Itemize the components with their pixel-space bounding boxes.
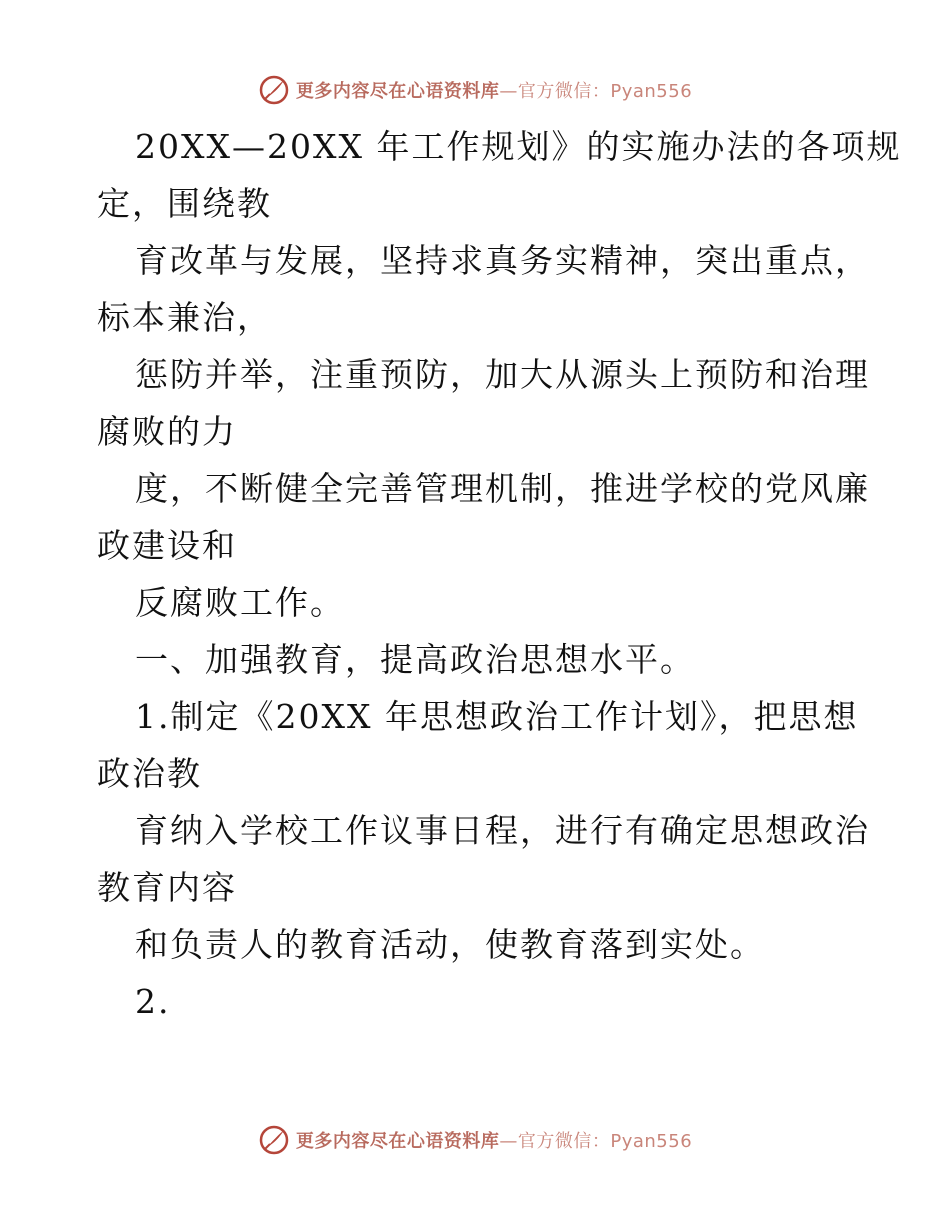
watermark-wechat: 官方微信：Pyan556: [517, 81, 693, 102]
text-line: 20XX—20XX 年工作规划》的实施办法的各项规: [135, 127, 902, 166]
text-line: 政治教: [97, 754, 202, 793]
text-line: 1.制定《20XX 年思想政治工作计划》，把思想: [135, 697, 859, 736]
text-line: 定，围绕教: [97, 184, 272, 223]
section-heading: 一、加强教育，提高政治思想水平。: [135, 640, 695, 679]
footer-watermark: [0, 1120, 950, 1160]
watermark-wechat: 官方微信：Pyan556: [517, 1131, 693, 1152]
text-line: 腐败的力: [97, 412, 237, 451]
watermark-text: [296, 1127, 692, 1153]
text-line: 2.: [135, 982, 171, 1021]
text-line: 惩防并举，注重预防，加大从源头上预防和治理: [135, 355, 870, 394]
watermark-text: [296, 77, 692, 103]
text-line: 教育内容: [97, 868, 237, 907]
text-line: 政建设和: [97, 526, 237, 565]
watermark-brand: 更多内容尽在心语资料库: [295, 81, 500, 102]
feather-logo-icon: [258, 1124, 290, 1156]
feather-logo-icon: [258, 74, 290, 106]
document-body: [97, 118, 902, 1030]
watermark-brand: 更多内容尽在心语资料库: [295, 1131, 500, 1152]
text-line: 育纳入学校工作议事日程，进行有确定思想政治: [135, 811, 870, 850]
text-line: 反腐败工作。: [135, 583, 345, 622]
watermark-separator: —: [499, 1131, 518, 1152]
header-watermark: [0, 70, 950, 110]
text-line: 育改革与发展，坚持求真务实精神，突出重点，: [135, 241, 870, 280]
watermark-separator: —: [499, 81, 518, 102]
text-line: 度，不断健全完善管理机制，推进学校的党风廉: [135, 469, 870, 508]
text-line: 和负责人的教育活动，使教育落到实处。: [135, 925, 765, 964]
text-line: 标本兼治，: [97, 298, 272, 337]
